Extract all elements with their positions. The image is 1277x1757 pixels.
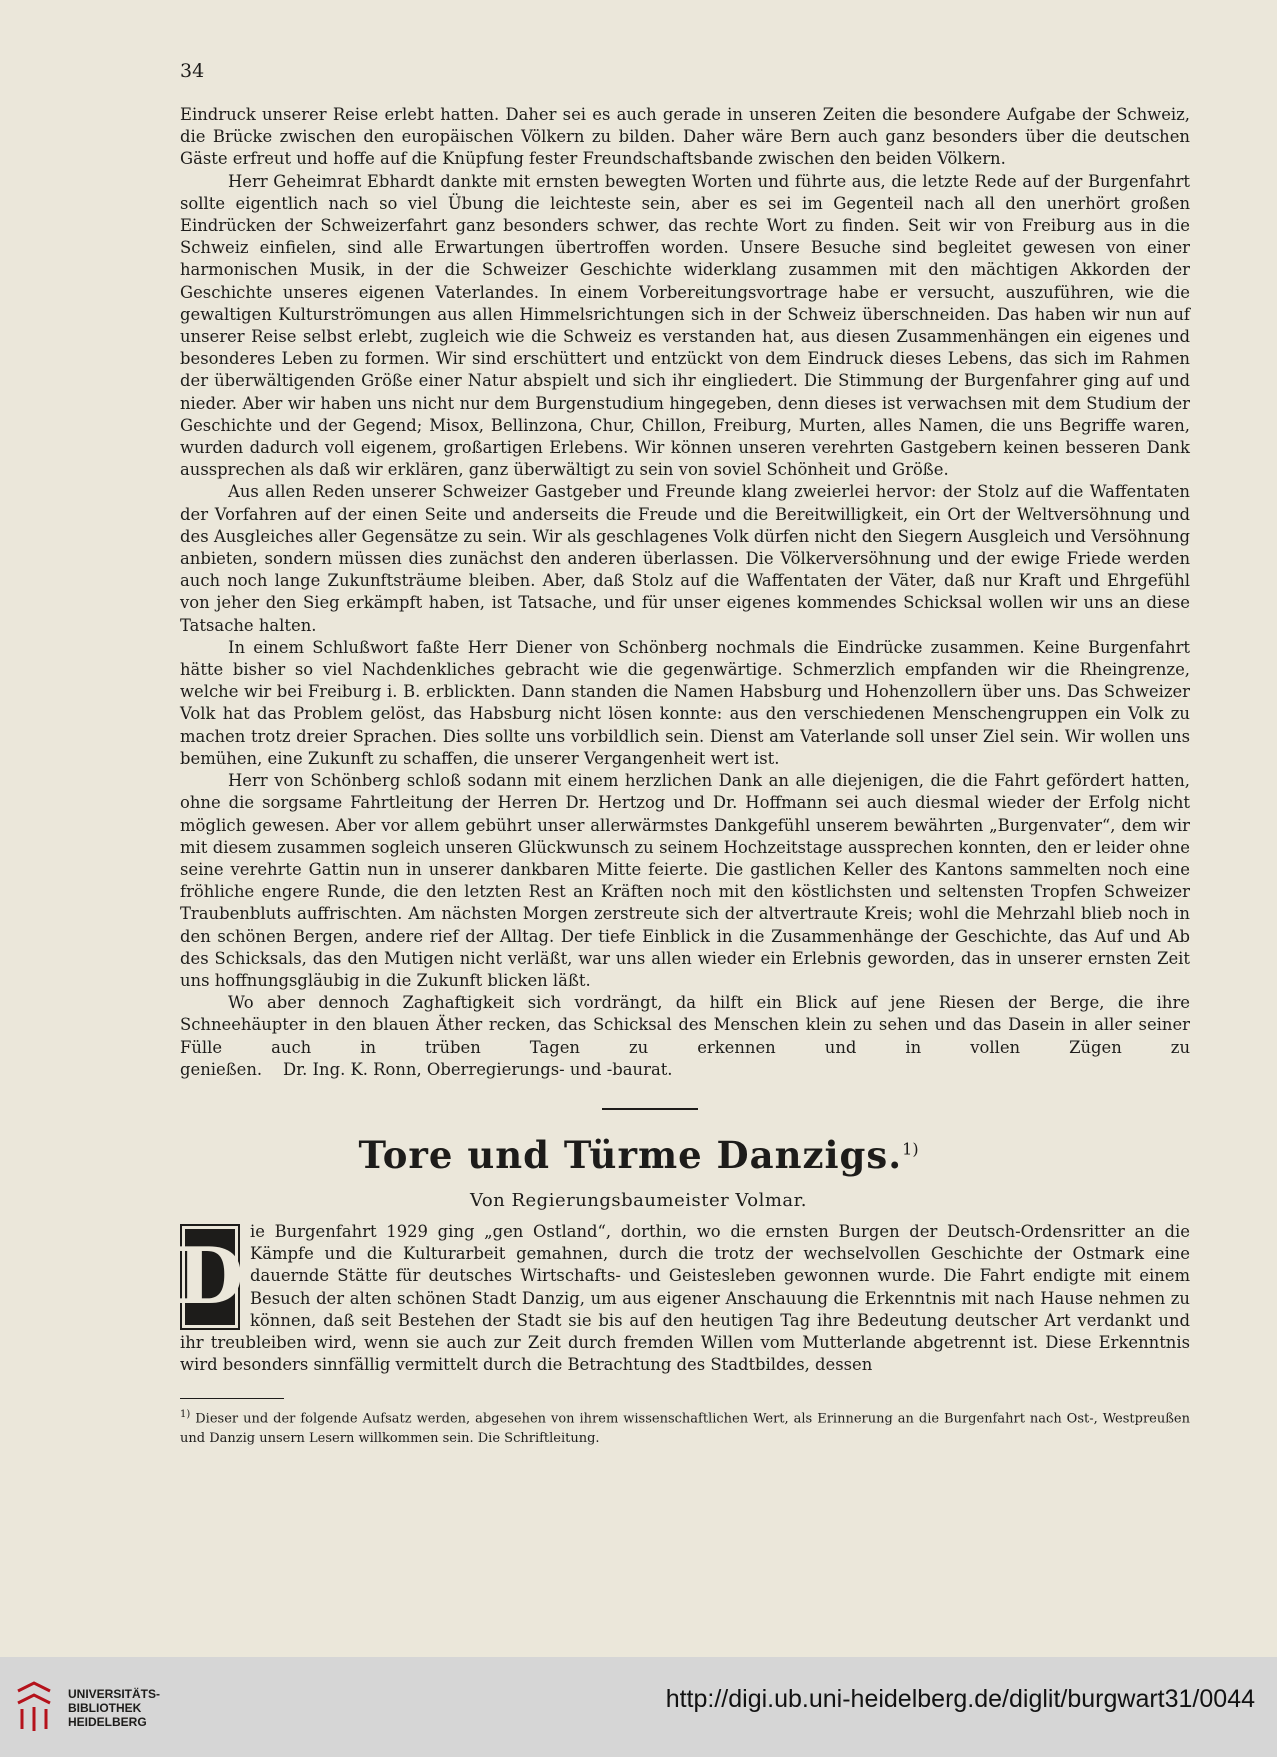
- viewer-footer: [0, 1657, 1277, 1757]
- title-footnote-mark: 1): [902, 1139, 919, 1159]
- article-byline: Von Regierungsbaumeister Volmar.: [469, 1190, 808, 1211]
- paragraph: Aus allen Reden unserer Schweizer Gastgeber und Freunde klang zweierlei hervor: der Stolz auf die Waffentaten der Vorfahren auf der einen Seite und anderseits die Freude und die Bereitwilligkeit, ein Ort der Weltversöhnung und des Ausgleiches aller Gegensätze zu sein. Wir als geschlagenes Volk dürfen nicht den Siegern Ausgleich und Versöhnung anbieten, sondern müssen dies zunächst den anderen überlassen. Die Völkerversöhnung und der ewige Friede werden auch noch lange Zukunftsträume bleiben. Aber, daß Stolz auf die Waffentaten der Väter, daß nur Kraft und Ehrgefühl von jeher den Sieg erkämpft haben, ist Tatsache, und für unser eigenes kommendes Schicksal wollen wir uns an diese Tatsache halten.: [180, 482, 1190, 635]
- page-number: 34: [180, 60, 205, 82]
- source-url-link[interactable]: http://digi.ub.uni-heidelberg.de/diglit/burgwart31/0044: [665, 1685, 1255, 1713]
- report-text: [180, 104, 1190, 1081]
- paragraph: Herr von Schönberg schloß sodann mit einem herzlichen Dank an alle diejenigen, die die Fahrt gefördert hatten, ohne die sorgsame Fahrtleitung der Herren Dr. Hertzog und Dr. Hoffmann sei auch diesmal wieder der Erfolg nicht möglich gewesen. Aber vor allem gebührt unser allerwärmstes Dankgefühl unserem bewährten „Burgenvater“, dem wir mit diesem zusammen sogleich unseren Glückwunsch zu seinem Hochzeitstage aussprechen konnten, den er leider ohne seine verehrte Gattin nun in unserer dankbaren Mitte feierte. Die gastlichen Keller des Kantons sammelten noch eine fröhliche engere Runde, die den letzten Rest an Kräften noch mit den köstlichsten und seltensten Tropfen Schweizer Traubenbluts auffrischten. Am nächsten Morgen zerstreute sich der altvertraute Kreis; wohl die Mehrzahl blieb noch in den schönen Bergen, andere rief der Alltag. Der tiefe Einblick in die Zusammenhänge der Geschichte, das Auf und Ab des Schicksals, das den Mutigen nicht verläßt, war uns allen wieder ein Erlebnis geworden, das in unserer ernsten Zeit uns hoffnungsgläubig in die Zukunft blicken läßt.: [180, 771, 1190, 990]
- dropcap-initial: D: [180, 1224, 240, 1330]
- paragraph: Herr Geheimrat Ebhardt dankte mit ernsten bewegten Worten und führte aus, die letzte Rede auf der Burgenfahrt sollte eigentlich nach so viel Übung die leichteste sein, aber es sei im Gegenteil nach all den unerhört großen Eindrücken der Schweizerfahrt ganz besonders schwer, das rechte Wort zu finden. Seit wir von Freiburg aus in die Schweiz einfielen, sind alle Erwartungen übertroffen worden. Unsere Besuche sind begleitet gewesen von einer harmonischen Musik, in der die Schweizer Geschichte widerklang zusammen mit den mächtigen Akkorden der Geschichte unseres eigenen Vaterlandes. In einem Vorbereitungsvortrage habe er versucht, auszuführen, wie die gewaltigen Kulturströmungen aus allen Himmelsrichtungen sich in der Schweiz überschneiden. Das haben wir nun auf unserer Reise selbst erlebt, zugleich wie die Schweiz es verstanden hat, aus diesen Zusammenhängen ein eigenes und besonderes Leben zu formen. Wir sind erschüttert und entzückt von dem Eindruck dieses Lebens, das sich im Rahmen der überwältigenden Größe einer Natur abspielt und sich ihr eingliedert. Die Stimmung der Burgenfahrer ging auf und nieder. Aber wir haben uns nicht nur dem Burgenstudium hingegeben, denn dieses ist verwachsen mit dem Studium der Geschichte und der Gegend; Misox, Bellinzona, Chur, Chillon, Freiburg, Murten, alles Namen, die uns Begriffe waren, wurden dadurch voll eigenem, großartigen Erlebens. Wir können unseren verehrten Gastgebern keinen besseren Dank aussprechen als daß wir erklären, ganz überwältigt zu sein von soviel Schönheit und Größe.: [180, 171, 1190, 480]
- library-logo-icon: [14, 1681, 54, 1733]
- footnote: [180, 1405, 1190, 1449]
- footnote-rule: [180, 1398, 284, 1399]
- article-title-text: Tore und Türme Danzigs.: [358, 1133, 903, 1177]
- footnote-mark: 1): [180, 1409, 191, 1420]
- author-signature: Dr. Ing. K. Ronn, Oberregierungs- und -baurat.: [282, 1059, 673, 1079]
- paragraph-text: Wo aber dennoch Zaghaftigkeit sich vordrängt, da hilft ein Blick auf jene Riesen der Berge, die ihre Schneehäupter in den blauen Äther recken, das Schicksal des Menschen klein zu sehen und das Dasein in aller seiner Fülle auch in trüben Tagen zu erkennen und in vollen Zügen zu genießen.: [180, 993, 1190, 1079]
- article-text: [176, 1221, 1190, 1376]
- paragraph: In einem Schlußwort faßte Herr Diener von Schönberg nochmals die Eindrücke zusammen. Keine Burgenfahrt hätte bisher so viel Nachdenkliches gebracht wie die gegenwärtige. Schmerzlich empfanden wir die Rheingrenze, welche wir bei Freiburg i. B. erblickten. Dann standen die Namen Habsburg und Hohenzollern über uns. Das Schweizer Volk hat das Problem gelöst, das Habsburg nicht lösen konnte: aus den verschiedenen Menschengruppen ein Volk zu machen trotz dreier Sprachen. Dies sollte uns vorbildlich sein. Dienst am Vaterlande soll unser Ziel sein. Wir wollen uns bemühen, eine Zukunft zu schaffen, die unserer Vergangenheit wert ist.: [180, 637, 1190, 768]
- paragraph-last: [180, 992, 1190, 1081]
- article-title: [0, 1133, 1277, 1177]
- section-divider: [602, 1108, 698, 1110]
- library-logo-text: UNIVERSITÄTS- BIBLIOTHEK HEIDELBERG: [68, 1687, 161, 1729]
- paragraph: Eindruck unserer Reise erlebt hatten. Daher sei es auch gerade in unseren Zeiten die besondere Aufgabe der Schweiz, die Brücke zwischen den europäischen Völkern zu bilden. Daher wäre Bern auch ganz besonders über die deutschen Gäste erfreut und hoffe auf die Knüpfung fester Freundschaftsbande zwischen den beiden Völkern.: [180, 105, 1190, 169]
- article-paragraph: ie Burgenfahrt 1929 ging „gen Ostland“, dorthin, wo die ernsten Burgen der Deutsch-Ordensritter an die Kämpfe und die Kulturarbeit gemahnen, durch die trotz der wechselvollen Geschichte der Ostmark eine dauernde Stätte für deutsches Wirtschafts- und Geistesleben gewonnen wurde. Die Fahrt endigte mit einem Besuch der alten schönen Stadt Danzig, um aus eigener Anschauung die Erkenntnis mit nach Hause nehmen zu können, daß seit Bestehen der Stadt sie bis auf den heutigen Tag ihre Bedeutung deutscher Art verdankt und ihr treubleiben wird, wenn sie auch zur Zeit durch fremden Willen vom Mutterlande abgetrennt ist. Diese Erkenntnis wird besonders sinnfällig vermittelt durch die Betrachtung des Stadtbildes, dessen: [180, 1222, 1190, 1375]
- footnote-text: Dieser und der folgende Aufsatz werden, abgesehen von ihrem wissenschaftlichen Wert, als Erinnerung an die Burgenfahrt nach Ost-, Westpreußen und Danzig unsern Lesern willkommen sein. Die Schriftleitung.: [180, 1411, 1190, 1447]
